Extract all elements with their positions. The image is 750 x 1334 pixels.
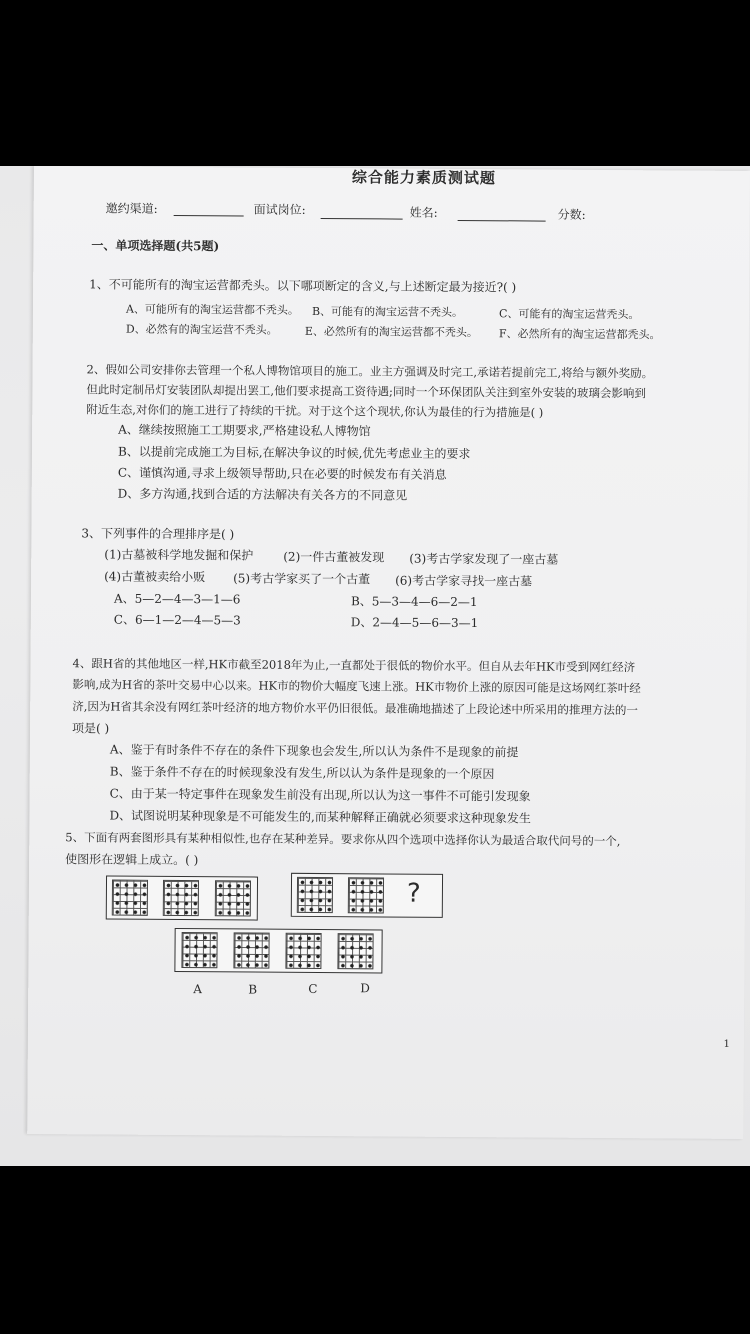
exam-title: 综合能力素质测试题	[351, 168, 497, 188]
q4-line-2: 影响,成为H省的茶叶交易中心以来。HK市的物价大幅度飞速上涨。HK市物价上涨的原因可能是这场网红茶叶经	[72, 677, 641, 696]
q4-option-a: A、鉴于有时条件不存在的条件下现象也会发生,所以认为条件不是现象的前提	[109, 742, 519, 760]
option-grid-a[interactable]	[181, 932, 217, 968]
q3-option-a: A、5—2—4—3—1—6	[113, 591, 241, 607]
q1-option-f: F、必然所有的淘宝运营都秃头。	[498, 327, 661, 342]
q3-event-4: (4)古董被卖给小贩	[104, 569, 206, 585]
blank-channel[interactable]	[174, 215, 244, 216]
figure-grid	[112, 880, 148, 916]
label-position: 面试岗位:	[253, 202, 306, 217]
q2-option-a: A、继续按照施工工期要求,严格建设私人博物馆	[118, 422, 371, 439]
q3-event-5: (5)考古学家买了一个古董	[233, 571, 371, 587]
option-grid-b[interactable]	[233, 932, 269, 968]
q2-line-1: 2、假如公司安排你去管理一个私人博物馆项目的施工。业主方强调及时完工,承诺若提前完工,将给与额外奖励。	[86, 362, 654, 381]
q4-option-b: B、鉴于条件不存在的时候现象没有发生,所以认为条件是现象的一个原因	[109, 764, 495, 782]
question-mark: ?	[406, 878, 421, 909]
option-label-d: D	[360, 981, 370, 996]
q5-line-1: 5、下面有两套图形具有某种相似性,也存在某种差异。要求你从四个选项中选择你认为最适合取代问号的一个,	[65, 830, 621, 849]
q2-line-3: 附近生态,对你们的施工进行了持续的干扰。对于这个这个现状,你认为最佳的行为措施是( )	[86, 402, 544, 420]
q3-event-2: (2)一件古董被发现	[283, 549, 385, 565]
q1-option-b: B、可能有的淘宝运营不秃头。	[311, 304, 464, 319]
figure-grid	[163, 880, 199, 916]
q3-event-6: (6)考古学家寻找一座古墓	[395, 573, 533, 589]
exam-sheet	[27, 166, 750, 1139]
q1-option-e: E、必然所有的淘宝运营都不秃头。	[304, 324, 478, 340]
q1-option-c: C、可能有的淘宝运营秃头。	[498, 307, 640, 322]
q1-option-d: D、必然有的淘宝运营不秃头。	[125, 322, 278, 337]
q5-line-2: 使图形在逻辑上成立。( )	[65, 852, 199, 868]
q3-event-1: (1)古墓被科学地发掘和保护	[104, 547, 254, 563]
q4-line-3: 济,因为H省其余没有网红茶叶经济的地方物价水平仍旧很低。最准确地描述了上段论述中所采用的推理方法的一	[72, 699, 638, 718]
label-score: 分数:	[557, 207, 586, 222]
options-figure	[174, 928, 382, 973]
figure-set-2	[291, 873, 443, 918]
option-grid-d[interactable]	[337, 933, 373, 969]
q3-option-b: B、5—3—4—6—2—1	[350, 594, 478, 610]
page-number: 1	[723, 1038, 730, 1050]
q4-line-1: 4、跟H省的其他地区一样,HK市截至2018年为止,一直都处于很低的物价水平。但自从去年HK市受到网红经济	[72, 656, 636, 675]
figure-grid	[348, 877, 384, 913]
q2-option-d: D、多方沟通,找到合适的方法解决有关各方的不同意见	[117, 486, 408, 503]
option-label-b: B	[248, 982, 258, 997]
figure-grid	[215, 880, 251, 916]
q3-stem: 3、下列事件的合理排序是( )	[81, 526, 235, 542]
photo-background	[0, 166, 750, 1166]
label-channel: 邀约渠道:	[105, 201, 158, 216]
q4-option-d: D、试图说明某种现象是不可能发生的,而某种解释正确就必须要求这种现象发生	[109, 808, 531, 826]
figure-grid	[297, 877, 333, 913]
label-name: 姓名:	[409, 205, 438, 220]
q3-event-3: (3)考古学家发现了一座古墓	[409, 551, 559, 567]
q4-option-c: C、由于某一特定事件在现象发生前没有出现,所以认为这一事件不可能引发现象	[109, 786, 531, 804]
q2-option-b: B、以提前完成施工为目标,在解决争议的时候,优先考虑业主的要求	[117, 444, 471, 462]
q4-line-4: 项是( )	[72, 721, 110, 736]
option-label-a: A	[193, 982, 202, 997]
q1-option-a: A、可能所有的淘宝运营都不秃头。	[125, 302, 299, 317]
q2-option-c: C、谨慎沟通,寻求上级领导帮助,只在必要的时候发布有关消息	[117, 465, 447, 482]
q1-stem: 1、不可能所有的淘宝运营都秃头。以下哪项断定的含义,与上述断定最为接近?( )	[89, 277, 517, 295]
option-grid-c[interactable]	[285, 933, 321, 969]
section-heading: 一、单项选择题(共5题)	[91, 238, 220, 254]
option-label-c: C	[308, 981, 318, 996]
q2-line-2: 但此时定制吊灯安装团队却提出罢工,他们要求提高工资待遇;同时一个环保团队关注到室外安装的玻璃会影响到	[86, 382, 647, 401]
blank-position[interactable]	[321, 218, 403, 220]
blank-name[interactable]	[458, 220, 546, 222]
q3-option-d: D、2—4—5—6—3—1	[350, 615, 479, 631]
q3-option-c: C、6—1—2—4—5—3	[113, 612, 241, 628]
figure-set-1	[106, 876, 258, 921]
